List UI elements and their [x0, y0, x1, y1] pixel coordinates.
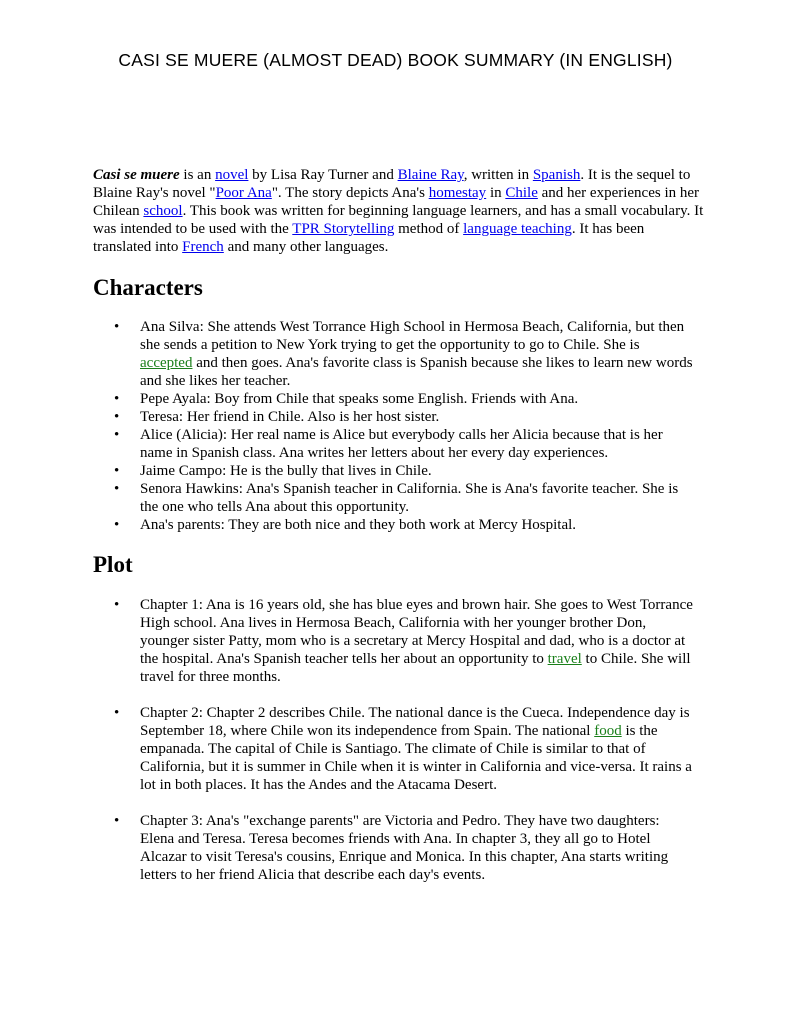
list-item: • Pepe Ayala: Boy from Chile that speaks some English. Friends with Ana.	[114, 390, 694, 408]
link-novel[interactable]: novel	[215, 167, 249, 183]
link-blaine-ray[interactable]: Blaine Ray	[397, 167, 464, 183]
item-text: and then goes. Ana's favorite class is Spanish because she likes to learn new words and she likes her teacher.	[140, 355, 693, 389]
link-accepted[interactable]: accepted	[140, 355, 193, 371]
list-item: • Teresa: Her friend in Chile. Also is her host sister.	[114, 408, 694, 426]
book-title: Casi se muere	[93, 167, 180, 183]
intro-text: and her experiences in her Chilean	[93, 185, 700, 219]
list-item	[114, 596, 694, 686]
characters-heading: Characters	[93, 275, 203, 300]
link-school[interactable]: school	[143, 203, 183, 219]
intro-text: . It has been translated into	[93, 221, 645, 255]
list-item: • Chapter 3: Ana's "exchange parents" are Victoria and Pedro. They have two daughters: Elena and Teresa. Teresa becomes friends with Ana. In chapter 3, they all go to Hotel Alcazar to visit Teresa's cousins, Enrique and Monica. In this chapter, Ana starts writing letters to her friend Alicia that describe each day's events.	[114, 812, 694, 884]
item-text: Chapter 2: Chapter 2 describes Chile. The national dance is the Cueca. Independence day is September 18, where Chile won its independence from Spain. The national	[140, 705, 690, 739]
intro-text: method of	[394, 221, 464, 237]
link-food[interactable]: food	[594, 723, 622, 739]
intro-paragraph	[93, 166, 705, 256]
list-item: • Alice (Alicia): Her real name is Alice but everybody calls her Alicia because that is her name in Spanish class. Ana writes her letters about her every day experiences.	[114, 426, 694, 462]
item-text: Ana Silva: She attends West Torrance High School in Hermosa Beach, California, but then she sends a petition to New York trying to get the opportunity to go to Chile. She is	[140, 319, 685, 353]
plot-heading: Plot	[93, 552, 133, 577]
item-text: Chapter 1: Ana is 16 years old, she has blue eyes and brown hair. She goes to West Torrance High school. Ana lives in Hermosa Beach, California with her younger brother Don, younger sister Patty, mom who is a secretary at Mercy Hospital and dad, who is a doctor at the hospital. Ana's Spanish teacher tells her about an opportunity to	[140, 597, 693, 667]
list-item	[114, 704, 694, 794]
link-spanish[interactable]: Spanish	[532, 167, 581, 183]
list-item: • Jaime Campo: He is the bully that lives in Chile.	[114, 462, 694, 480]
item-text: to Chile. She will travel for three months.	[140, 651, 691, 685]
page-title: CASI SE MUERE (ALMOST DEAD) BOOK SUMMARY (IN ENGLISH)	[118, 50, 673, 70]
link-travel[interactable]: travel	[547, 651, 582, 667]
link-poor-ana[interactable]: Poor Ana	[215, 185, 272, 201]
link-homestay[interactable]: homestay	[428, 185, 487, 201]
link-french[interactable]: French	[182, 239, 224, 255]
characters-list	[114, 318, 694, 534]
intro-text: . It is the sequel to Blaine Ray's novel "	[93, 167, 691, 201]
link-language-teaching[interactable]: language teaching	[463, 221, 572, 237]
intro-text: by Lisa Ray Turner and	[248, 167, 398, 183]
link-tpr-storytelling[interactable]: TPR Storytelling	[292, 221, 395, 237]
intro-text: is an	[179, 167, 216, 183]
intro-text: in	[486, 185, 506, 201]
intro-text: ". The story depicts Ana's	[271, 185, 429, 201]
list-item: • Ana's parents: They are both nice and they both work at Mercy Hospital.	[114, 516, 694, 534]
intro-text: , written in	[463, 167, 533, 183]
intro-text: and many other languages.	[223, 239, 389, 255]
intro-text: . This book was written for beginning language learners, and has a small vocabulary. It was intended to be used with the	[93, 203, 704, 237]
link-chile[interactable]: Chile	[505, 185, 538, 201]
item-text: is the empanada. The capital of Chile is Santiago. The climate of Chile is similar to that of California, but it is summer in Chile when it is winter in California and vice-versa. It rains a lot in both places. It has the Andes and the Atacama Desert.	[140, 723, 692, 793]
list-item: • Senora Hawkins: Ana's Spanish teacher in California. She is Ana's favorite teacher. She is the one who tells Ana about this opportunity.	[114, 480, 694, 516]
plot-list	[114, 596, 694, 902]
list-item	[114, 318, 694, 390]
